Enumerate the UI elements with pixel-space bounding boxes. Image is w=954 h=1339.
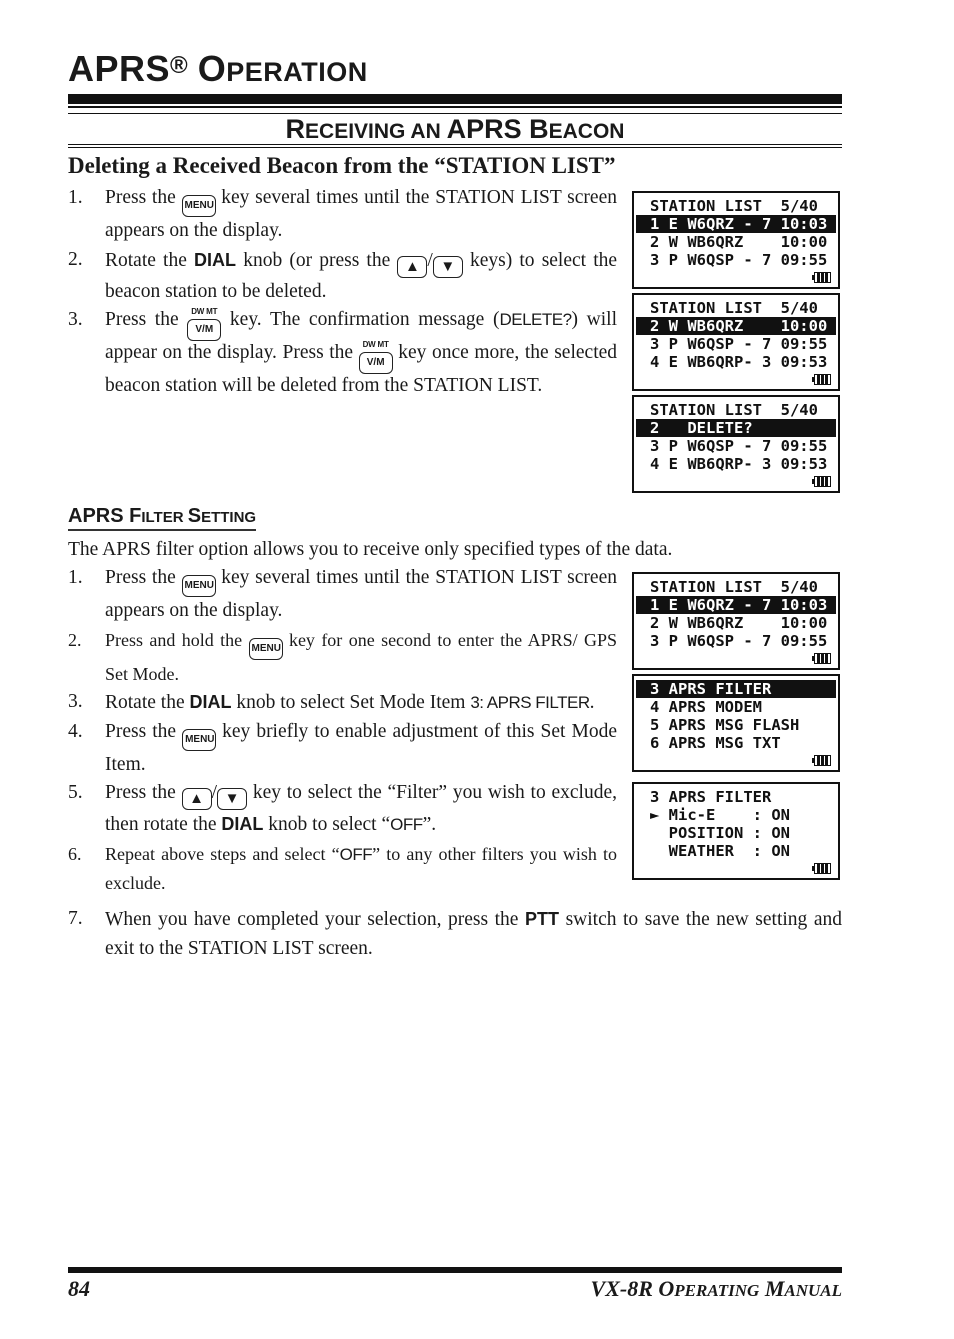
lcd-screen <box>632 293 840 391</box>
list-item: 4. Press the MENU key briefly to enable adjustment of this Set Mode Item. <box>68 720 618 775</box>
lcd-row: 3 P W6QSP - 7 09:55 <box>650 437 828 455</box>
aprs-filter-heading: APRS FILTER SETTING <box>68 505 256 531</box>
lcd-row: STATION LIST 5/40 <box>650 401 818 419</box>
page-title: APRS® OPERATION <box>68 48 368 89</box>
down-arrow-key-icon: ▼ <box>217 788 247 810</box>
lcd-screen <box>632 572 840 670</box>
section-rule-top <box>68 113 842 114</box>
filter-intro: The APRS filter option allows you to receive only specified types of the data. <box>68 539 673 560</box>
lcd-row: 3 P W6QSP - 7 09:55 <box>650 251 828 269</box>
list-item: 5. Press the ▲ / ▼ key to select the “Filter” you wish to exclude, then rotate the DIAL knob to select “OFF”. <box>68 782 618 835</box>
down-arrow-key-icon: ▼ <box>433 256 463 278</box>
menu-key-icon: MENU <box>182 729 216 751</box>
list-item: 3. Rotate the DIAL knob to select Set Mode Item 3: APRS FILTER. <box>68 691 595 713</box>
battery-icon <box>812 476 832 487</box>
lcd-screen <box>632 191 840 289</box>
battery-icon <box>812 863 832 874</box>
section-rule-bottom-1 <box>68 144 842 145</box>
list-item: 7. When you have completed your selection, press the PTT switch to save the new setting and exit to the STATION LIST screen. <box>68 908 843 959</box>
filter-steps-final <box>68 905 842 963</box>
battery-icon <box>812 374 832 385</box>
lcd-row: WEATHER : ON <box>650 842 790 860</box>
lcd-row: 3 APRS FILTER <box>636 680 836 698</box>
filter-steps <box>68 564 617 898</box>
lcd-row: 5 APRS MSG FLASH <box>650 716 800 734</box>
menu-key-icon: MENU <box>182 575 216 597</box>
battery-icon <box>812 272 832 283</box>
lcd-row: ► Mic-E : ON <box>650 806 790 824</box>
section-rule-bottom-2 <box>68 147 842 148</box>
list-item: 6. Repeat above steps and select “OFF” to any other filters you wish to exclude. <box>68 843 617 893</box>
vm-key-icon: DW MT V/M <box>187 319 221 341</box>
lcd-row: 4 E WB6QRP- 3 09:53 <box>650 353 828 371</box>
battery-icon <box>812 653 832 664</box>
lcd-row: 3 APRS FILTER <box>650 788 772 806</box>
list-item: 3. Press the DW MT V/M key. The confirmation message (DELETE?) will appear on the display. Press the DW MT V/M key once more, the selected beacon station will be deleted from the STATION LIST. <box>68 307 618 396</box>
section-heading: RECEIVING AN APRS BEACON <box>285 114 625 144</box>
lcd-row: STATION LIST 5/40 <box>650 578 818 596</box>
up-arrow-key-icon: ▲ <box>182 788 212 810</box>
battery-icon <box>812 755 832 766</box>
lcd-row: 4 APRS MODEM <box>650 698 762 716</box>
lcd-row: 2 W WB6QRZ 10:00 <box>650 614 828 632</box>
page-number: 84 <box>68 1276 90 1301</box>
lcd-row: STATION LIST 5/40 <box>650 299 818 317</box>
lcd-row: 4 E WB6QRP- 3 09:53 <box>650 455 828 473</box>
lcd-row: 2 W WB6QRZ 10:00 <box>650 233 828 251</box>
lcd-row: STATION LIST 5/40 <box>650 197 818 215</box>
list-item: 2. Press and hold the MENU key for one second to enter the APRS/ GPS Set Mode. <box>68 629 618 684</box>
lcd-row: 1 E W6QRZ - 7 10:03 <box>636 596 836 614</box>
lcd-row: POSITION : ON <box>650 824 790 842</box>
list-item: 1. Press the MENU key several times until the STATION LIST screen appears on the display. <box>68 187 617 241</box>
menu-key-icon: MENU <box>249 638 283 660</box>
lcd-row: 2 DELETE? <box>636 419 836 437</box>
list-item: 2. Rotate the DIAL knob (or press the ▲ / ▼ keys) to select the beacon station to be deleted. <box>68 248 618 302</box>
lcd-row: 3 P W6QSP - 7 09:55 <box>650 335 828 353</box>
lcd-row: 6 APRS MSG TXT <box>650 734 781 752</box>
delete-subheading: Deleting a Received Beacon from the “STATION LIST” <box>68 153 616 178</box>
manual-title: VX-8R OPERATING MANUAL <box>590 1276 842 1301</box>
footer-rule <box>68 1267 842 1273</box>
delete-steps <box>68 184 617 401</box>
menu-key-icon: MENU <box>182 195 216 217</box>
lcd-screen <box>632 782 840 880</box>
title-rule <box>68 94 842 104</box>
title-rule-thin <box>68 106 842 108</box>
lcd-row: 2 W WB6QRZ 10:00 <box>636 317 836 335</box>
lcd-screen <box>632 674 840 772</box>
lcd-row: 3 P W6QSP - 7 09:55 <box>650 632 828 650</box>
list-item: 1. Press the MENU key several times until the STATION LIST screen appears on the display. <box>68 567 617 621</box>
lcd-row: 1 E W6QRZ - 7 10:03 <box>636 215 836 233</box>
up-arrow-key-icon: ▲ <box>397 256 427 278</box>
lcd-screen <box>632 395 840 493</box>
vm-key-icon: DW MT V/M <box>359 352 393 374</box>
